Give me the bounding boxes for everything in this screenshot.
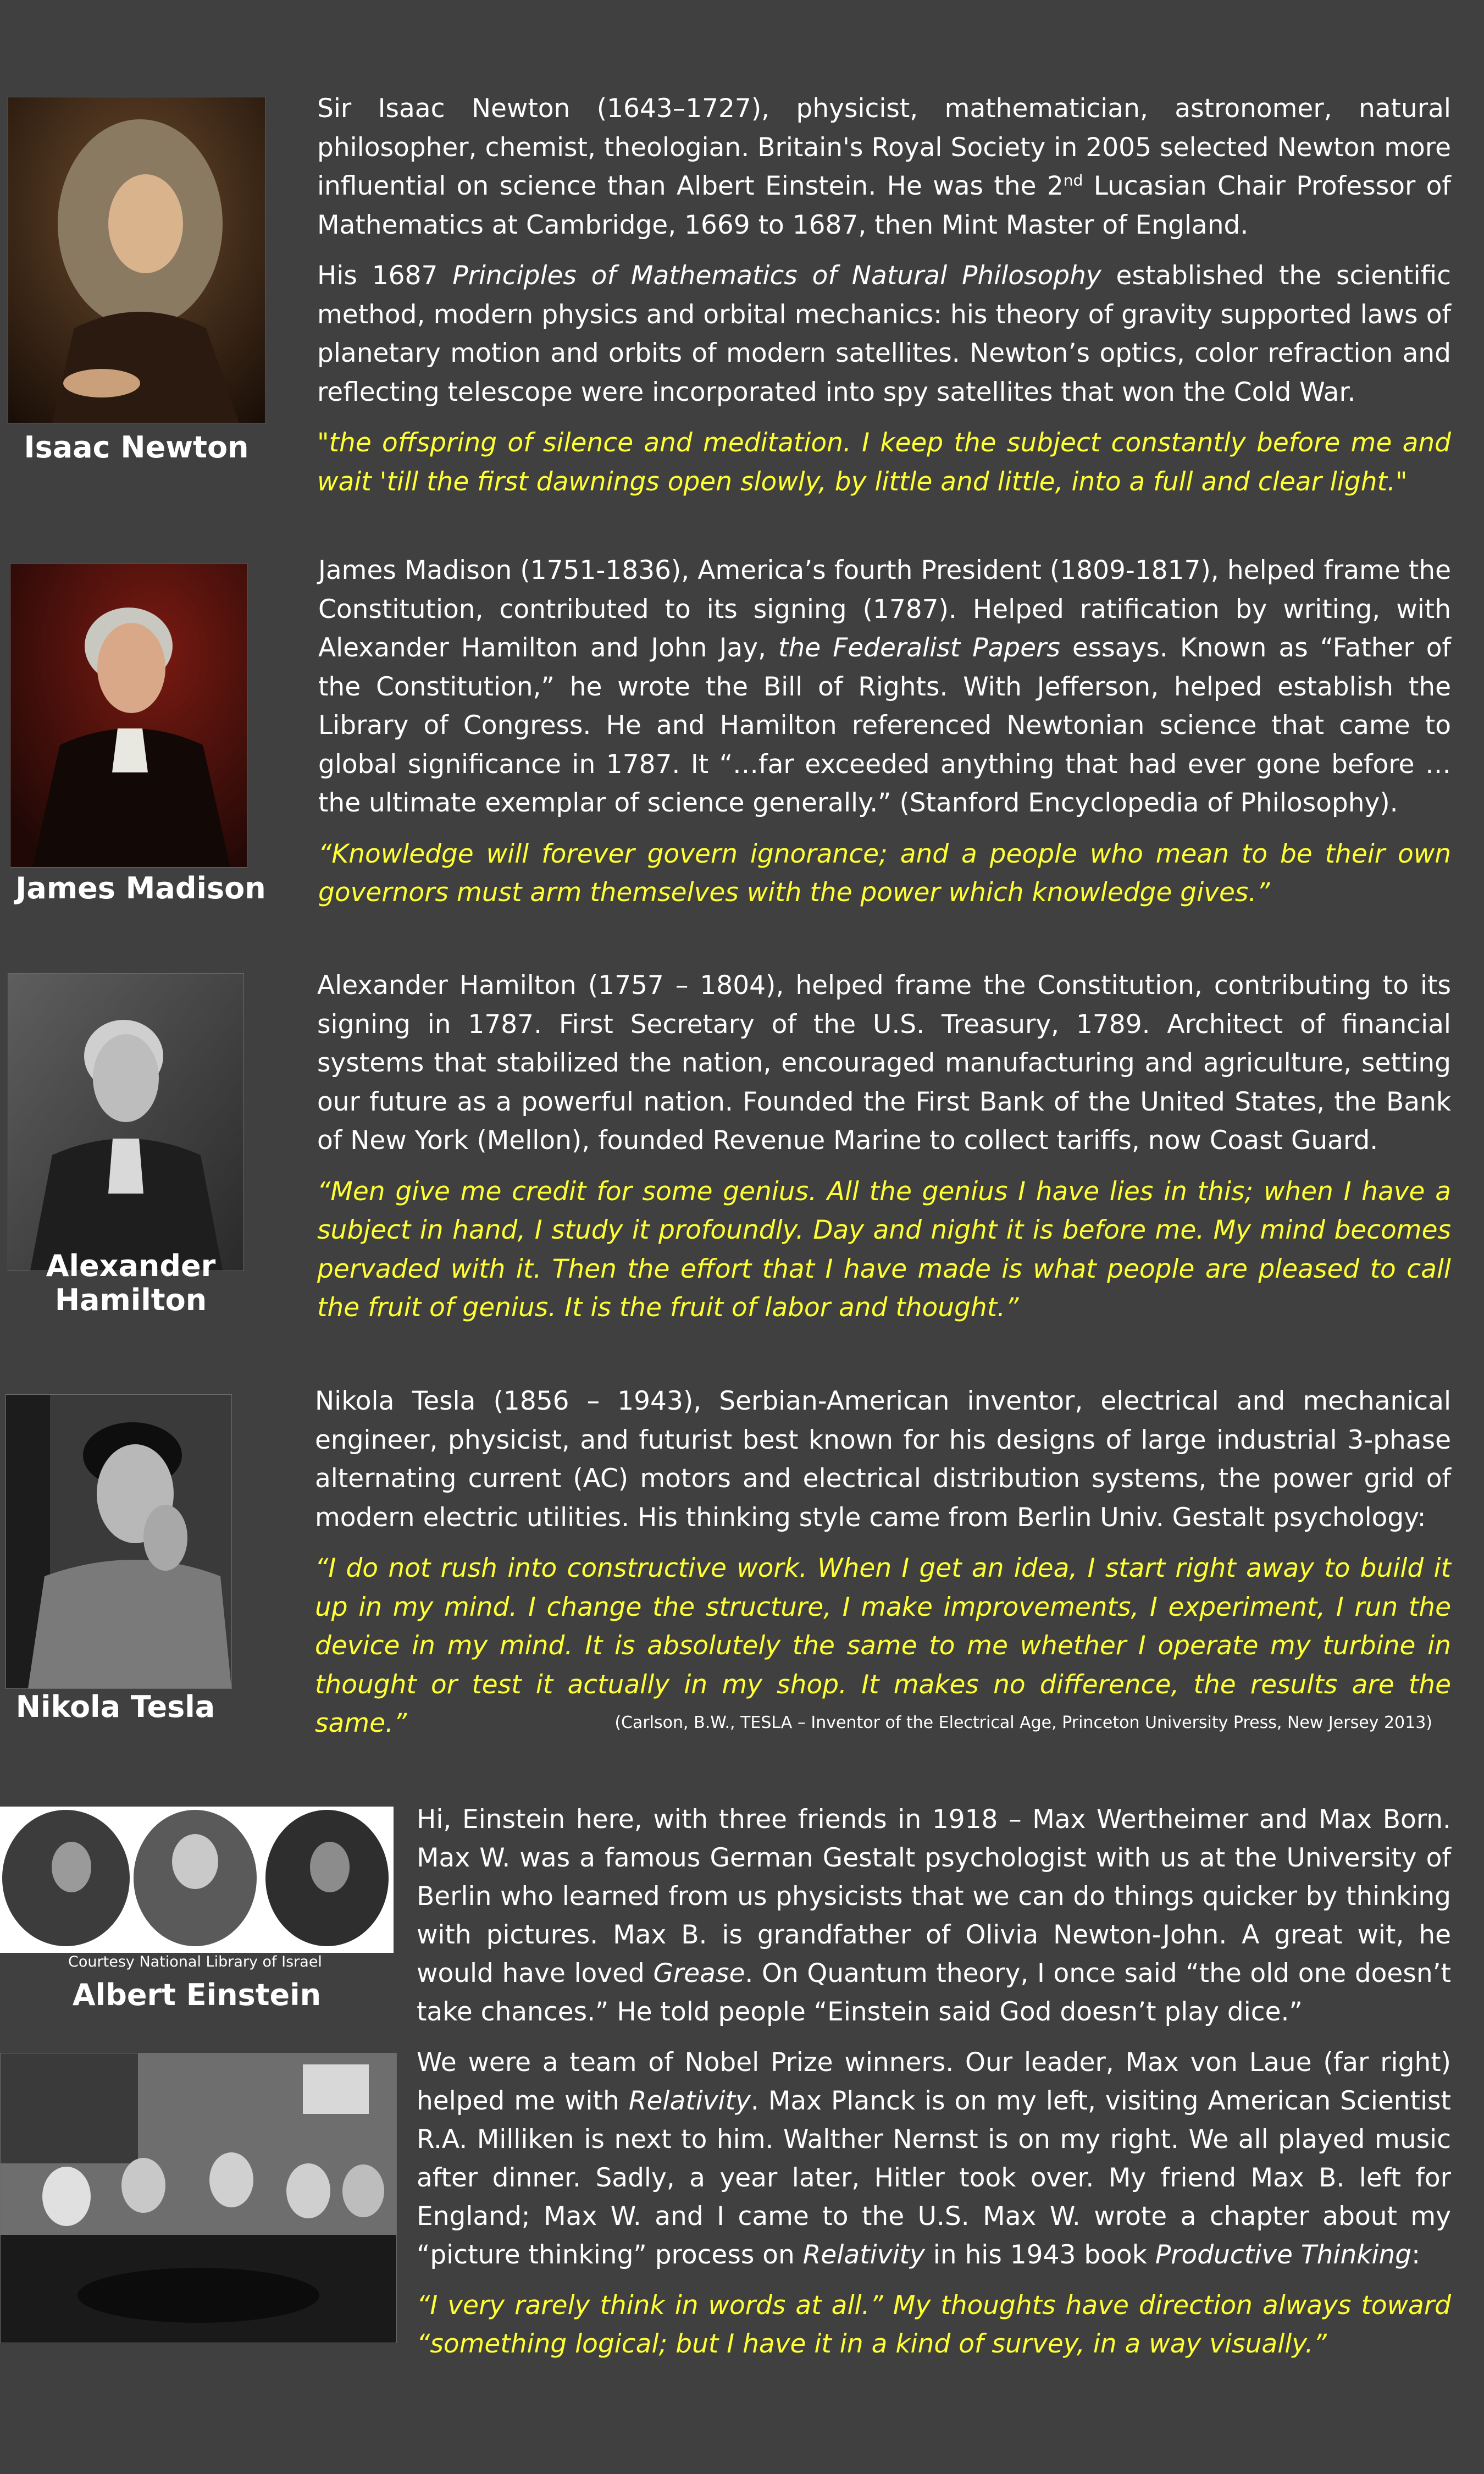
madison-bio-paragraph: James Madison (1751-1836), America’s fourth President (1809-1817), helped frame the Constitution, contributed to its signing (1787). Helped ratification by writing, with Alexander Hamilton and John Jay, the Federalist Papers essays. Known as “Father of the Constitution,” he wrote the Bill of Rights. With Jefferson, helped establish the Library of Congress. He and Hamilton referenced Newtonian science that came to global significance in 1787. It “…far exceeded anything that had ever gone before …the ultimate exemplar of science generally.” (Stanford Encyclopedia of Philosophy).: [318, 555, 1452, 818]
newton-name: Isaac Newton: [24, 430, 249, 465]
tesla-name: Nikola Tesla: [15, 1689, 215, 1724]
hamilton-name-line1: Alexander: [46, 1249, 216, 1283]
tesla-bio-paragraph: Nikola Tesla (1856 – 1943), Serbian-American inventor, electrical and mechanical engineer, physicist, and futurist best known for his designs of large industrial 3-phase alternating current (AC) motors and electrical distribution systems, the power grid of modern electric utilities. His thinking style came from Berlin Univ. Gestalt psychology:: [315, 1386, 1451, 1533]
tesla-citation: (Carlson, B.W., TESLA – Inventor of the Electrical Age, Princeton University Press, New Jersey 2013): [614, 1713, 1432, 1732]
einstein-text: [417, 1801, 1451, 2376]
madison-name: James Madison: [15, 871, 266, 905]
newton-quote: "the offspring of silence and meditation. I keep the subject constantly before me and wait 'till the first dawnings open slowly, by little and little, into a full and clear light.": [317, 428, 1451, 497]
einstein-photo-courtesy: Courtesy National Library of Israel: [68, 1953, 322, 1970]
madison-quote: “Knowledge will forever govern ignorance; and a people who mean to be their own governors must arm themselves with the power which knowledge gives.”: [318, 838, 1451, 908]
einstein-quote: “I very rarely think in words at all.” My thoughts have direction always toward “something logical; but I have it in a kind of survey, in a way visually.”: [417, 2290, 1451, 2359]
newton-portrait: [8, 97, 266, 423]
einstein-intro-paragraph: Hi, Einstein here, with three friends in 1918 – Max Wertheimer and Max Born. Max W. was a famous German Gestalt psychologist with us at the University of Berlin who learned from us physicists that we can do things quicker by thinking with pictures. Max B. is grandfather of Olivia Newton-John. A great wit, he would have loved Grease. On Quantum theory, I once said “the old one doesn’t take chances.” He told people “Einstein said God doesn’t play dice.”: [417, 1804, 1451, 2027]
tesla-portrait: [5, 1394, 232, 1689]
hamilton-text: [317, 967, 1451, 1340]
nobel-group-photo: [0, 2053, 397, 2343]
tesla-text: [315, 1382, 1451, 1743]
madison-portrait: [10, 563, 247, 868]
newton-text: [317, 90, 1451, 513]
newton-principles-paragraph: His 1687 Principles of Mathematics of Natural Philosophy established the scientific method, modern physics and orbital mechanics: his theory of gravity supported laws of planetary motion and orbits of modern satellites. Newton’s optics, color refraction and reflecting telescope were incorporated into spy satellites that won the Cold War.: [317, 261, 1451, 407]
einstein-friends-photo: [0, 1807, 394, 1953]
hamilton-name-line2: Hamilton: [54, 1283, 207, 1317]
tesla-quote: “I do not rush into constructive work. When I get an idea, I start right away to build it up in my mind. I change the structure, I make improvements, I experiment, I run the device in my mind. It is absolutely the same to me whether I operate my turbine in thought or test it actually in my shop. It makes no difference, the results are the same.”: [315, 1553, 1451, 1738]
einstein-name: Albert Einstein: [72, 1978, 322, 2012]
hamilton-name: [0, 1249, 262, 1317]
hamilton-portrait: [8, 973, 244, 1271]
hamilton-quote: “Men give me credit for some genius. All the genius I have lies in this; when I have a subject in hand, I study it profoundly. Day and night it is before me. My mind becomes pervaded with it. Then the effort that I have made is what people are pleased to call the fruit of genius. It is the fruit of labor and thought.”: [317, 1176, 1451, 1323]
newton-bio-paragraph: Sir Isaac Newton (1643–1727), physicist, mathematician, astronomer, natural philosopher, chemist, theologian. Britain's Royal Society in 2005 selected Newton more influential on science than Albert Einstein. He was the 2nd Lucasian Chair Professor of Mathematics at Cambridge, 1669 to 1687, then Mint Master of England.: [317, 93, 1451, 240]
einstein-nobel-paragraph: We were a team of Nobel Prize winners. Our leader, Max von Laue (far right) helped me with Relativity. Max Planck is on my left, visiting American Scientist R.A. Milliken is next to him. Walther Nernst is on my right. We all played music after dinner. Sadly, a year later, Hitler took over. My friend Max B. left for England; Max W. and I came to the U.S. Max W. wrote a chapter about my “picture thinking” process on Relativity in his 1943 book Productive Thinking:: [417, 2047, 1451, 2270]
madison-text: [318, 551, 1451, 925]
hamilton-bio-paragraph: Alexander Hamilton (1757 – 1804), helped frame the Constitution, contributing to its signing in 1787. First Secretary of the U.S. Treasury, 1789. Architect of financial systems that stabilized the nation, encouraged manufacturing and agriculture, setting our future as a powerful nation. Founded the First Bank of the United States, the Bank of New York (Mellon), founded Revenue Marine to collect tariffs, now Coast Guard.: [317, 970, 1451, 1156]
